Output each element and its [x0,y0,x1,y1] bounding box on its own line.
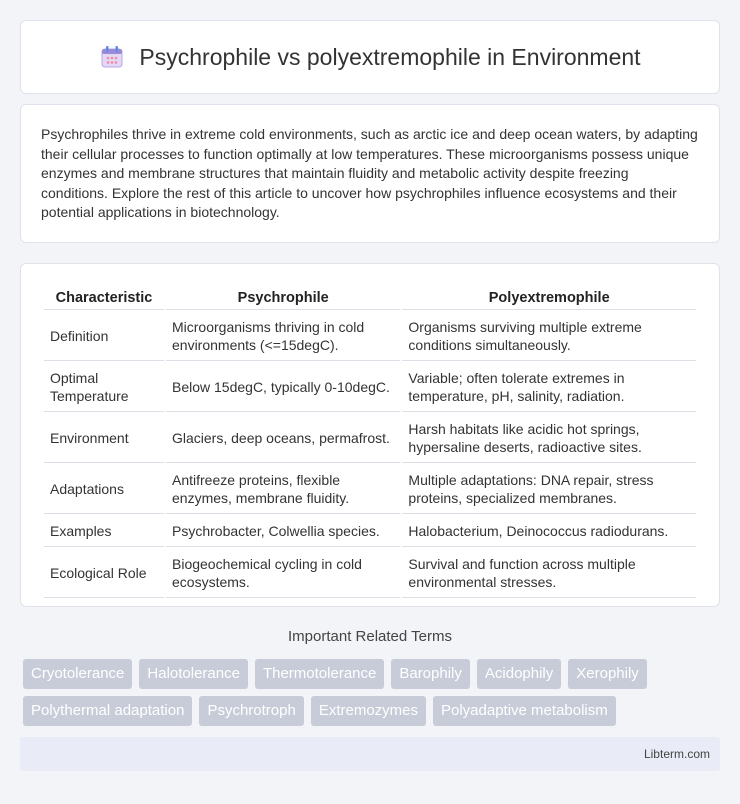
table-row [44,549,696,598]
related-terms-title: Important Related Terms [288,628,452,645]
intro-card [20,104,720,243]
table-cell: Multiple adaptations: DNA repair, stress proteins, specialized membranes. [402,465,696,514]
table-cell: Biogeochemical cycling in cold ecosystems. [166,549,400,598]
table-cell: Antifreeze proteins, flexible enzymes, membrane fluidity. [166,465,400,514]
column-header: Psychrophile [166,286,400,310]
calendar-icon [99,44,125,70]
table-cell: Glaciers, deep oceans, permafrost. [166,414,400,463]
term-tag[interactable]: Extremozymes [311,696,426,726]
term-tag[interactable]: Thermotolerance [255,659,384,689]
footer [20,737,720,771]
page-title: Psychrophile vs polyextremophile in Environment [139,43,641,70]
column-header: Polyextremophile [402,286,696,310]
term-tag[interactable]: Cryotolerance [23,659,132,689]
table-cell: Survival and function across multiple environmental stresses. [402,549,696,598]
table-row [44,465,696,514]
table-cell: Adaptations [44,465,164,514]
footer-site-link[interactable]: Libterm.com [643,747,710,761]
table-cell: Optimal Temperature [44,363,164,412]
term-tag[interactable]: Halotolerance [139,659,248,689]
table-cell: Organisms surviving multiple extreme conditions simultaneously. [402,312,696,361]
table-cell: Environment [44,414,164,463]
table-row [44,414,696,463]
table-row [44,363,696,412]
table-cell: Variable; often tolerate extremes in temperature, pH, salinity, radiation. [402,363,696,412]
table-row [44,516,696,547]
table-row [44,312,696,361]
table-cell: Microorganisms thriving in cold environments (<=15degC). [166,312,400,361]
comparison-table-card [20,263,720,607]
header-card [20,20,720,94]
column-header: Characteristic [44,286,164,310]
term-tag[interactable]: Psychrotroph [199,696,303,726]
table-cell: Harsh habitats like acidic hot springs, hypersaline deserts, radioactive sites. [402,414,696,463]
table-cell: Halobacterium, Deinococcus radiodurans. [402,516,696,547]
related-terms-list [20,659,720,726]
term-tag[interactable]: Xerophily [568,659,647,689]
term-tag[interactable]: Acidophily [477,659,561,689]
table-cell: Examples [44,516,164,547]
term-tag[interactable]: Polyadaptive metabolism [433,696,616,726]
table-cell: Below 15degC, typically 0-10degC. [166,363,400,412]
term-tag[interactable]: Barophily [391,659,470,689]
comparison-table [42,284,698,600]
term-tag[interactable]: Polythermal adaptation [23,696,192,726]
intro-text: Psychrophiles thrive in extreme cold environments, such as arctic ice and deep ocean waters, by adapting their cellular processes to function optimally at low temperatures. These microorganisms possess unique enzymes and membrane structures that maintain fluidity and metabolic activity despite freezing conditions. Explore the rest of this article to uncover how psychrophiles influence ecosystems and their potential applications in biotechnology. [41,126,698,221]
table-cell: Definition [44,312,164,361]
table-header-row [44,286,696,310]
table-cell: Psychrobacter, Colwellia species. [166,516,400,547]
table-cell: Ecological Role [44,549,164,598]
